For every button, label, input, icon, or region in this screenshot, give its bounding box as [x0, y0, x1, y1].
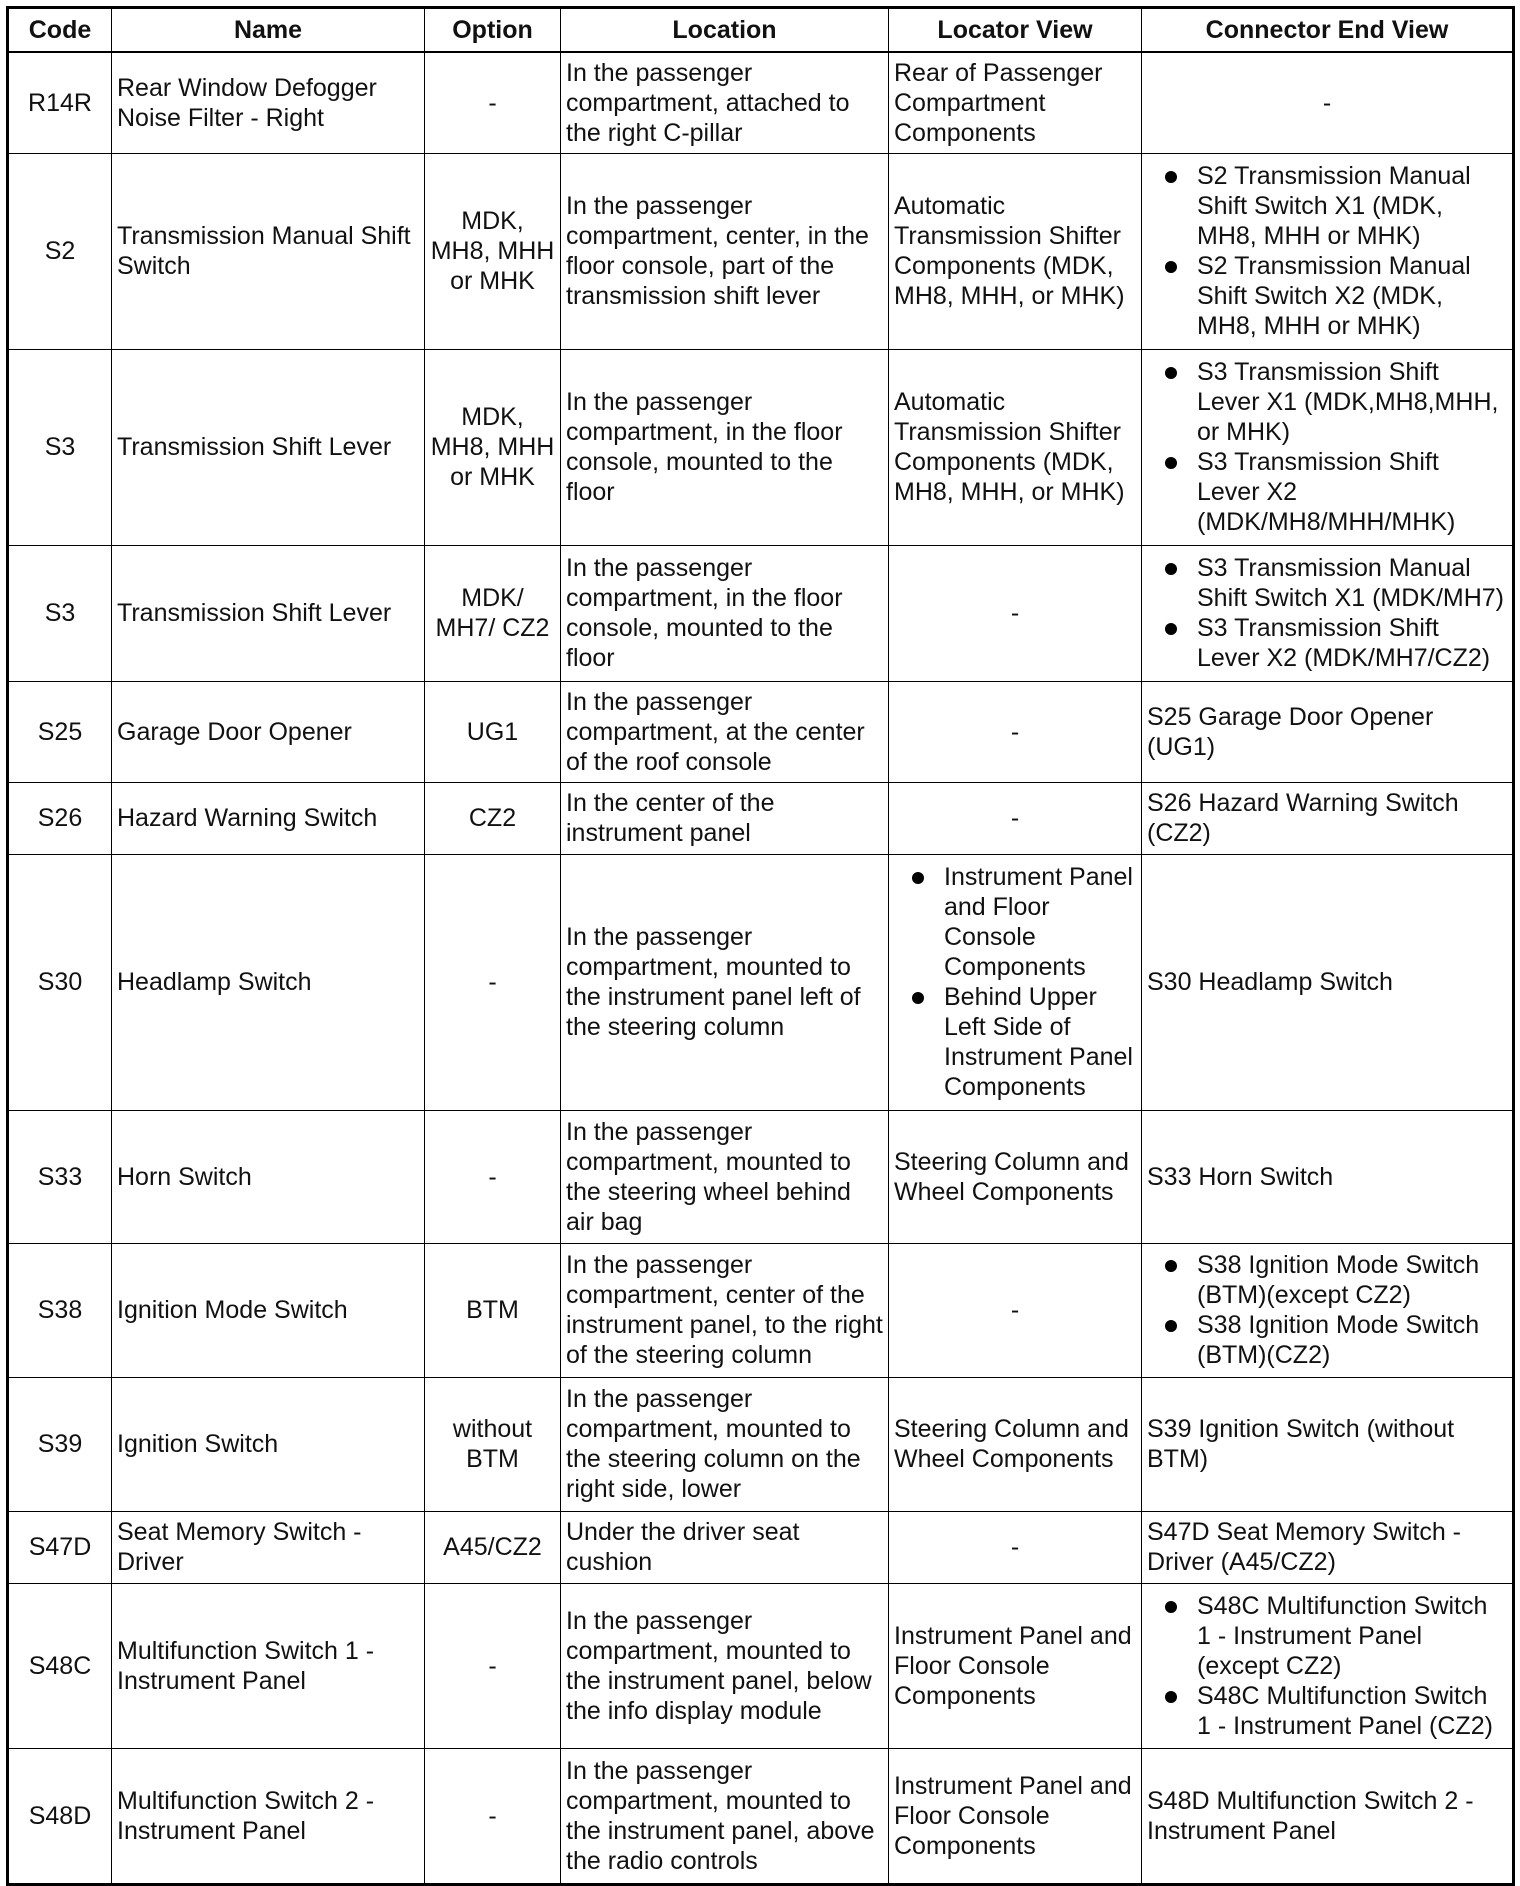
cell-locator-view: Steering Column and Wheel Components [889, 1110, 1142, 1243]
bullet-item: S2 Transmission Manual Shift Switch X2 (MDK, MH8, MHH or MHK) [1147, 251, 1507, 341]
bullet-list [1147, 1591, 1507, 1741]
cell-location: In the passenger compartment, in the floor console, mounted to the floor [561, 545, 889, 681]
cell-code: S3 [8, 349, 112, 545]
table-row [8, 1583, 1514, 1748]
component-table-wrapper [6, 6, 1515, 1886]
cell-connector-end-view: S30 Headlamp Switch [1142, 854, 1514, 1110]
cell-connector-end-view [1142, 1243, 1514, 1377]
header-name: Name [112, 8, 425, 53]
cell-connector-end-view [1142, 153, 1514, 349]
cell-code: S39 [8, 1377, 112, 1511]
bullet-item: Behind Upper Left Side of Instrument Panel Components [894, 982, 1136, 1102]
cell-locator-view: - [889, 545, 1142, 681]
cell-code: S48D [8, 1748, 112, 1884]
cell-connector-end-view: S47D Seat Memory Switch - Driver (A45/CZ2) [1142, 1511, 1514, 1583]
bullet-item: S3 Transmission Shift Lever X2 (MDK/MH8/MHH/MHK) [1147, 447, 1507, 537]
cell-locator-view: - [889, 1243, 1142, 1377]
cell-name: Transmission Shift Lever [112, 545, 425, 681]
cell-locator-view: Steering Column and Wheel Components [889, 1377, 1142, 1511]
cell-connector-end-view: S26 Hazard Warning Switch (CZ2) [1142, 782, 1514, 854]
cell-option: - [425, 1748, 561, 1884]
cell-option: A45/CZ2 [425, 1511, 561, 1583]
cell-code: S30 [8, 854, 112, 1110]
bullet-item: S3 Transmission Shift Lever X1 (MDK,MH8,MHH, or MHK) [1147, 357, 1507, 447]
cell-location: In the passenger compartment, mounted to the instrument panel, below the info display module [561, 1583, 889, 1748]
cell-connector-end-view [1142, 1583, 1514, 1748]
cell-location: In the passenger compartment, at the center of the roof console [561, 681, 889, 782]
table-row [8, 1243, 1514, 1377]
cell-code: S26 [8, 782, 112, 854]
bullet-list [1147, 553, 1507, 673]
cell-name: Ignition Mode Switch [112, 1243, 425, 1377]
bullet-item: S48C Multifunction Switch 1 - Instrument Panel (CZ2) [1147, 1681, 1507, 1741]
table-row [8, 1110, 1514, 1243]
cell-location: In the passenger compartment, mounted to the instrument panel, above the radio controls [561, 1748, 889, 1884]
bullet-item: Instrument Panel and Floor Console Components [894, 862, 1136, 982]
cell-name: Multifunction Switch 2 - Instrument Panel [112, 1748, 425, 1884]
header-connector-end-view: Connector End View [1142, 8, 1514, 53]
cell-location: In the passenger compartment, center, in the floor console, part of the transmission shift lever [561, 153, 889, 349]
cell-option: BTM [425, 1243, 561, 1377]
cell-option: - [425, 1110, 561, 1243]
cell-locator-view [889, 854, 1142, 1110]
cell-option: - [425, 1583, 561, 1748]
cell-name: Ignition Switch [112, 1377, 425, 1511]
cell-connector-end-view [1142, 545, 1514, 681]
bullet-list [1147, 1250, 1507, 1370]
bullet-item: S2 Transmission Manual Shift Switch X1 (MDK, MH8, MHH or MHK) [1147, 161, 1507, 251]
cell-location: Under the driver seat cushion [561, 1511, 889, 1583]
cell-location: In the passenger compartment, attached to the right C-pillar [561, 52, 889, 153]
cell-locator-view: - [889, 782, 1142, 854]
cell-option: - [425, 854, 561, 1110]
cell-code: R14R [8, 52, 112, 153]
cell-locator-view: Automatic Transmission Shifter Components (MDK, MH8, MHH, or MHK) [889, 153, 1142, 349]
cell-code: S38 [8, 1243, 112, 1377]
table-row [8, 681, 1514, 782]
cell-code: S48C [8, 1583, 112, 1748]
header-location: Location [561, 8, 889, 53]
table-row [8, 545, 1514, 681]
bullet-list [1147, 357, 1507, 537]
cell-name: Multifunction Switch 1 - Instrument Panel [112, 1583, 425, 1748]
cell-name: Hazard Warning Switch [112, 782, 425, 854]
table-row [8, 1511, 1514, 1583]
cell-name: Horn Switch [112, 1110, 425, 1243]
bullet-item: S48C Multifunction Switch 1 - Instrument Panel (except CZ2) [1147, 1591, 1507, 1681]
cell-connector-end-view: S48D Multifunction Switch 2 - Instrument Panel [1142, 1748, 1514, 1884]
cell-connector-end-view: S25 Garage Door Opener (UG1) [1142, 681, 1514, 782]
cell-name: Transmission Manual Shift Switch [112, 153, 425, 349]
cell-connector-end-view: - [1142, 52, 1514, 153]
cell-location: In the center of the instrument panel [561, 782, 889, 854]
table-row [8, 1748, 1514, 1884]
header-locator-view: Locator View [889, 8, 1142, 53]
bullet-item: S38 Ignition Mode Switch (BTM)(CZ2) [1147, 1310, 1507, 1370]
cell-option: MDK, MH8, MHH or MHK [425, 153, 561, 349]
table-row [8, 349, 1514, 545]
cell-locator-view: - [889, 681, 1142, 782]
bullet-list [894, 862, 1136, 1102]
cell-name: Seat Memory Switch - Driver [112, 1511, 425, 1583]
cell-option: CZ2 [425, 782, 561, 854]
cell-locator-view: Automatic Transmission Shifter Components (MDK, MH8, MHH, or MHK) [889, 349, 1142, 545]
bullet-item: S3 Transmission Shift Lever X2 (MDK/MH7/CZ2) [1147, 613, 1507, 673]
cell-option: without BTM [425, 1377, 561, 1511]
cell-option: UG1 [425, 681, 561, 782]
cell-name: Garage Door Opener [112, 681, 425, 782]
header-row [8, 8, 1514, 53]
cell-location: In the passenger compartment, in the floor console, mounted to the floor [561, 349, 889, 545]
cell-location: In the passenger compartment, center of the instrument panel, to the right of the steering column [561, 1243, 889, 1377]
cell-name: Headlamp Switch [112, 854, 425, 1110]
cell-locator-view: - [889, 1511, 1142, 1583]
cell-location: In the passenger compartment, mounted to the steering wheel behind air bag [561, 1110, 889, 1243]
cell-code: S3 [8, 545, 112, 681]
cell-option: MDK/ MH7/ CZ2 [425, 545, 561, 681]
cell-connector-end-view [1142, 349, 1514, 545]
bullet-item: S38 Ignition Mode Switch (BTM)(except CZ2) [1147, 1250, 1507, 1310]
component-locator-table [6, 6, 1515, 1886]
bullet-item: S3 Transmission Manual Shift Switch X1 (MDK/MH7) [1147, 553, 1507, 613]
cell-connector-end-view: S39 Ignition Switch (without BTM) [1142, 1377, 1514, 1511]
cell-option: MDK, MH8, MHH or MHK [425, 349, 561, 545]
table-body [8, 52, 1514, 1884]
cell-name: Rear Window Defogger Noise Filter - Right [112, 52, 425, 153]
bullet-list [1147, 161, 1507, 341]
table-row [8, 854, 1514, 1110]
cell-locator-view: Instrument Panel and Floor Console Components [889, 1583, 1142, 1748]
header-code: Code [8, 8, 112, 53]
table-row [8, 52, 1514, 153]
table-row [8, 782, 1514, 854]
cell-code: S33 [8, 1110, 112, 1243]
cell-location: In the passenger compartment, mounted to the instrument panel left of the steering column [561, 854, 889, 1110]
cell-code: S25 [8, 681, 112, 782]
cell-name: Transmission Shift Lever [112, 349, 425, 545]
table-row [8, 153, 1514, 349]
header-option: Option [425, 8, 561, 53]
cell-code: S47D [8, 1511, 112, 1583]
cell-locator-view: Instrument Panel and Floor Console Components [889, 1748, 1142, 1884]
cell-code: S2 [8, 153, 112, 349]
cell-locator-view: Rear of Passenger Compartment Components [889, 52, 1142, 153]
cell-connector-end-view: S33 Horn Switch [1142, 1110, 1514, 1243]
cell-location: In the passenger compartment, mounted to the steering column on the right side, lower [561, 1377, 889, 1511]
cell-option: - [425, 52, 561, 153]
table-row [8, 1377, 1514, 1511]
